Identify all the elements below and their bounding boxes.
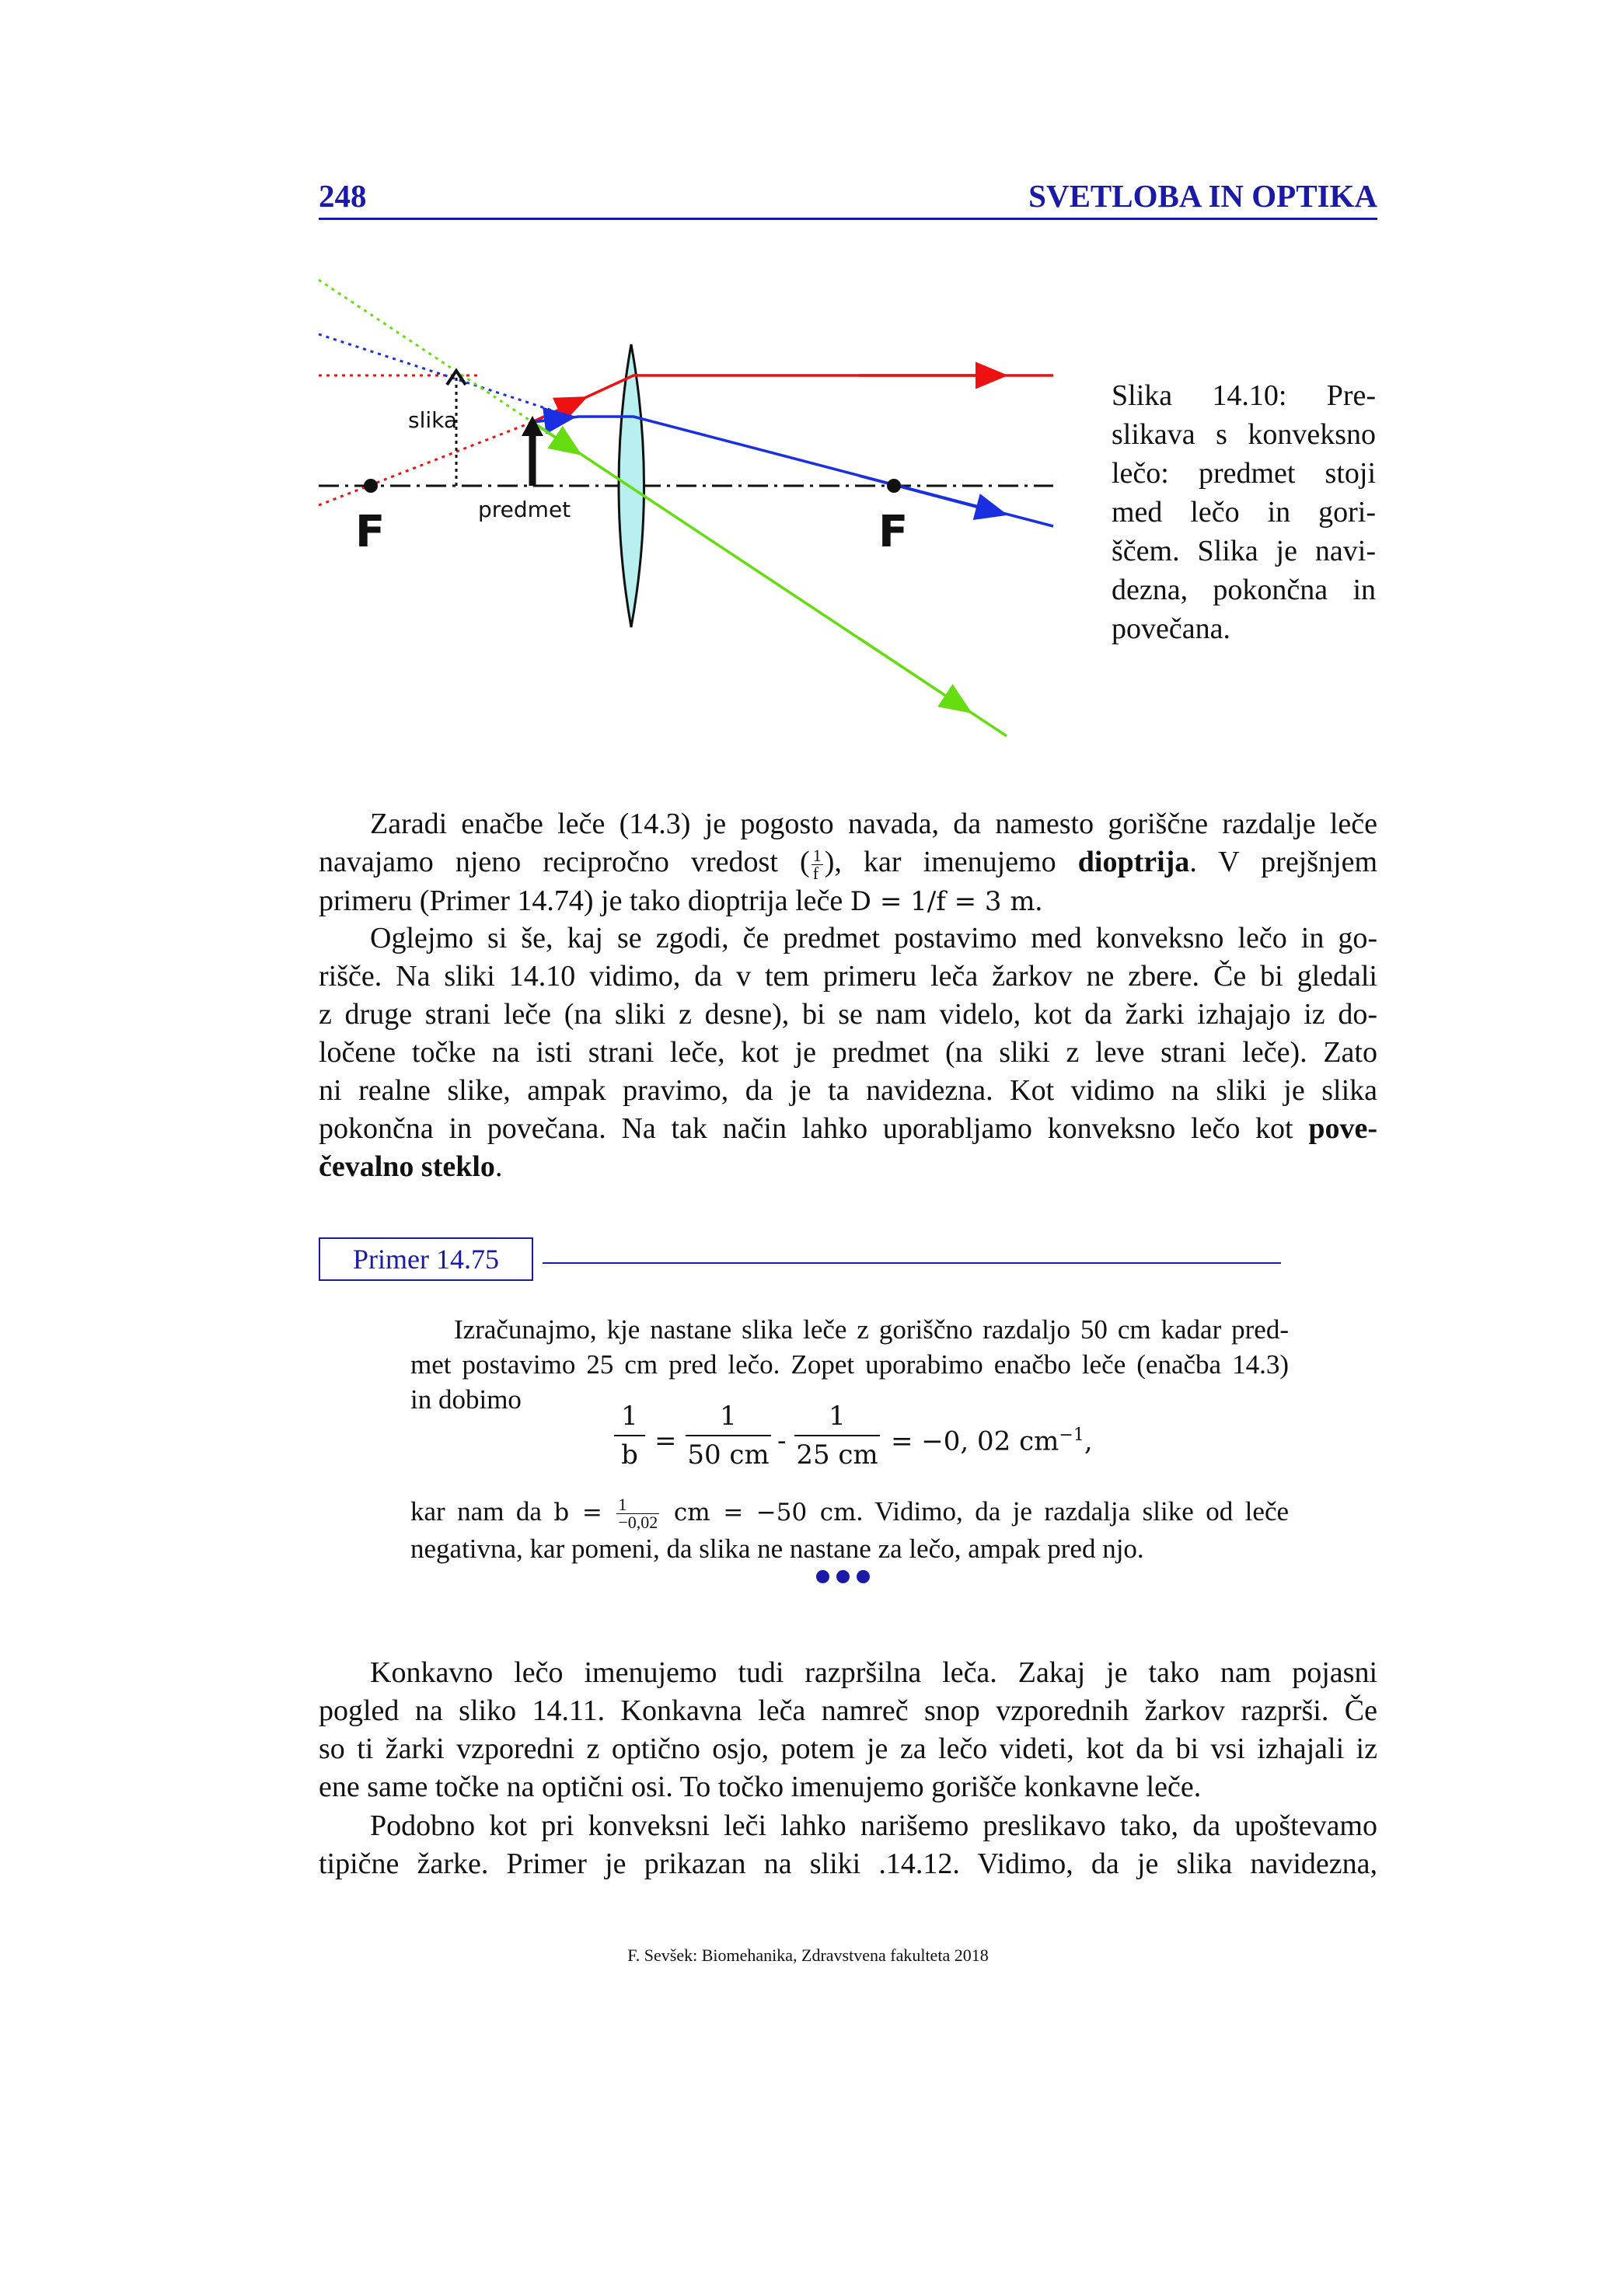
lens-equation: 1 b = 1 50 cm - 1 25 cm = −0, 02 $cm^{-1}$,	[614, 1401, 1158, 1486]
caption-line: ščem. Slika je navi-	[1112, 535, 1376, 567]
caption-line: Slika 14.10: Pre-	[1112, 379, 1376, 412]
example-end-dots	[816, 1570, 877, 1587]
example-rule	[543, 1262, 1281, 1264]
page-number: 248	[319, 178, 367, 214]
term-dioptrija: dioptrija	[1077, 846, 1190, 878]
blue-ray-virtual	[319, 334, 571, 417]
text-line: ni realne slike, ampak pravimo, da je ta navidezna. Kot vidimo na sliki je slika	[319, 1074, 1377, 1107]
text-line: Konkavno lečo imenujemo tudi razpršilna leča. Zakaj je tako nam pojasni	[370, 1656, 1377, 1689]
label-image: slika	[408, 407, 458, 433]
label-focus-right: F	[878, 507, 909, 557]
caption-line: lečo: predmet stoji	[1112, 457, 1376, 490]
focus-point-left	[364, 479, 378, 493]
paragraph-dioptrija	[319, 805, 1377, 921]
text-line: Zaradi enačbe leče (14.3) je pogosto navada, da namesto goriščne razdalje leče	[370, 808, 1377, 840]
label-object: predmet	[478, 497, 571, 522]
chapter-title: SVETLOBA IN OPTIKA	[1028, 178, 1377, 214]
text-line: tipične žarke. Primer je prikazan na sliki .14.12. Vidimo, da je slika navidezna,	[319, 1848, 1377, 1880]
green-ray-virtual	[319, 280, 532, 422]
paragraph-typical-rays	[319, 1807, 1377, 1883]
red-ray-back	[319, 422, 532, 505]
fraction-one-over-minus: $\frac{1}{-0,02}$	[618, 1495, 658, 1533]
header-rule	[319, 218, 1377, 220]
caption-line: slikava s konveksno	[1112, 418, 1376, 451]
text-line: ločene točke na isti strani leče, kot je predmet (na sliki z leve strani leče). Zato	[319, 1036, 1377, 1069]
text-line: navajamo njeno recipročno vredost ( $\frac{1}{f}$ ), kar imenujemo dioptrija. V prejšnjem	[319, 845, 1378, 883]
text-line: ene same točke na optični osi. To točko imenujemo gorišče konkavne leče.	[319, 1771, 1202, 1803]
convex-lens	[619, 344, 644, 627]
text-line: primeru (Primer 14.74) je tako dioptrija leče D = 1/f = 3 m.	[319, 884, 1043, 917]
text-line: z druge strani leče (na sliki z desne), bi se nam videlo, kot da žarki izhajajo iz do-	[319, 998, 1377, 1031]
text-line: kar nam da b = $\frac{1}{-0,02}$ cm = −50 cm. Vidimo, da je razdalja slike od leče	[410, 1495, 1290, 1533]
text-line: negativna, kar pomeni, da slika ne nastane za lečo, ampak pred njo.	[410, 1534, 1144, 1565]
focus-point-right	[887, 479, 901, 493]
text-line: Podobno kot pri konveksni leči lahko narišemo preslikavo tako, da upoštevamo	[370, 1809, 1377, 1842]
paragraph-concave	[319, 1654, 1377, 1806]
text-line: pokončna in povečana. Na tak način lahko uporabljamo konveksno lečo kot pove-	[319, 1112, 1377, 1145]
text-line: Izračunajmo, kje nastane slika leče z goriščno razdaljo 50 cm kadar pred-	[454, 1314, 1289, 1345]
text-line: so ti žarki vzporedni z optično osjo, potem je za lečo videti, kot da bi vsi izhajali iz	[319, 1732, 1377, 1765]
lens-ray-diagram	[315, 276, 1061, 742]
paragraph-magnifier	[319, 919, 1377, 1186]
text-line: pogled na sliko 14.11. Konkavna leča namreč snop vzporednih žarkov razprši. Če	[319, 1694, 1377, 1727]
example-title: Primer 14.75	[319, 1237, 533, 1281]
text-line: in dobimo	[410, 1384, 522, 1415]
fraction-one-over-f: $\frac{1}{f}$	[812, 845, 822, 883]
text-line: Oglejmo si še, kaj se zgodi, če predmet postavimo med konveksno lečo in go-	[370, 922, 1377, 954]
figure-caption	[1112, 376, 1376, 648]
text-line: čevalno steklo.	[319, 1150, 503, 1183]
label-focus-left: F	[355, 507, 386, 557]
red-ray	[532, 375, 1053, 422]
text-line: rišče. Na sliki 14.10 vidimo, da v tem primeru leča žarkov ne zbere. Če bi gledali	[319, 960, 1377, 993]
blue-ray	[532, 417, 1053, 526]
caption-line: povečana.	[1112, 612, 1230, 645]
example-result	[410, 1494, 1289, 1566]
page-footer: F. Sevšek: Biomehanika, Zdravstvena fakulteta 2018	[627, 1945, 989, 1965]
caption-line: dezna, pokončna in	[1112, 574, 1376, 606]
term-povecevalno-steklo: čevalno steklo	[319, 1150, 495, 1183]
caption-line: med lečo in gori-	[1112, 496, 1376, 529]
text-line: met postavimo 25 cm pred lečo. Zopet uporabimo enačbo leče (enačba 14.3)	[410, 1349, 1289, 1380]
